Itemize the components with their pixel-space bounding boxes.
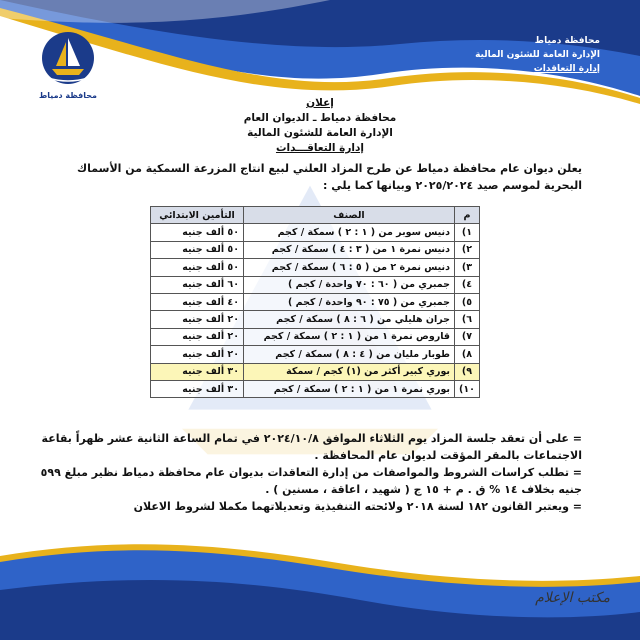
item-description: دنيس نمرة ٢ من ( ٥ : ٦ ) سمكة / كجم bbox=[244, 259, 455, 276]
row-number: ٦) bbox=[455, 311, 480, 328]
table-row bbox=[151, 363, 480, 380]
item-description: جمبري من ( ٧٥ : ٩٠ واحدة / كجم ) bbox=[244, 293, 455, 310]
table-row bbox=[151, 380, 480, 397]
table-row bbox=[151, 346, 480, 363]
insurance-amount: ٥٠ ألف جنيه bbox=[151, 241, 244, 258]
table-row bbox=[151, 241, 480, 258]
title-line: محافظة دمياط ـ الديوان العام bbox=[243, 112, 397, 124]
insurance-amount: ٢٠ ألف جنيه bbox=[151, 346, 244, 363]
governorate-logo bbox=[28, 30, 108, 100]
terms-notes bbox=[40, 430, 582, 515]
department-name: إدارة التعاقـــدات bbox=[275, 142, 365, 154]
header-number: م bbox=[455, 207, 480, 224]
note-line: = تطلب كراسات الشروط والمواصفات من إدارة التعاقدات بديوان عام محافظة دمياط نظير مبلغ ٥٩٩ جنيه بخلاف ١٤ % ق . م + ١٥ ج ( شهيد ، اعاقة ، مسنين ) . bbox=[40, 466, 582, 496]
row-number: ١٠) bbox=[455, 380, 480, 397]
header-item: الصنف bbox=[244, 207, 455, 224]
title-line: الإدارة العامة للشئون المالية bbox=[247, 127, 393, 139]
insurance-amount: ٢٠ ألف جنيه bbox=[151, 328, 244, 345]
insurance-amount: ٣٠ ألف جنيه bbox=[151, 380, 244, 397]
insurance-amount: ٤٠ ألف جنيه bbox=[151, 293, 244, 310]
auction-items-table bbox=[150, 206, 480, 398]
table-row bbox=[151, 276, 480, 293]
sailboat-logo-icon bbox=[40, 30, 96, 86]
table-row bbox=[151, 328, 480, 345]
logo-caption: محافظة دمياط bbox=[38, 91, 98, 100]
header-line: محافظة دمياط bbox=[534, 36, 600, 46]
row-number: ٥) bbox=[455, 293, 480, 310]
note-line: = على أن تعقد جلسة المزاد يوم الثلاثاء الموافق ٢٠٢٤/١٠/٨ في تمام الساعة الثانية عشر ظهراً بقاعة الاجتماعات بالمقر المؤقت لديوان عام المحافظة . bbox=[41, 432, 582, 462]
announcement-heading: إعلان bbox=[306, 97, 334, 109]
insurance-amount: ٦٠ ألف جنيه bbox=[151, 276, 244, 293]
insurance-amount: ٥٠ ألف جنيه bbox=[151, 259, 244, 276]
header-org-block bbox=[450, 34, 600, 76]
row-number: ٤) bbox=[455, 276, 480, 293]
insurance-amount: ٣٠ ألف جنيه bbox=[151, 363, 244, 380]
row-number: ٢) bbox=[455, 241, 480, 258]
media-office-signature: مكتب الإعلام bbox=[535, 590, 610, 606]
header-insurance: التأمين الابتدائي bbox=[151, 207, 244, 224]
note-line: = ويعتبر القانون ١٨٢ لسنة ٢٠١٨ ولائحته التنفيذية وتعديلاتهما مكملا لشروط الاعلان bbox=[133, 500, 582, 513]
table-row bbox=[151, 293, 480, 310]
table-row bbox=[151, 311, 480, 328]
table-row bbox=[151, 259, 480, 276]
item-description: جران هليلي من ( ٦ : ٨ ) سمكة / كجم bbox=[244, 311, 455, 328]
table-row bbox=[151, 224, 480, 241]
item-description: جمبري من ( ٦٠ : ٧٠ واحدة / كجم ) bbox=[244, 276, 455, 293]
title-block bbox=[190, 96, 450, 156]
row-number: ٧) bbox=[455, 328, 480, 345]
item-description: بوري نمرة ١ من ( ١ : ٢ ) سمكة / كجم bbox=[244, 380, 455, 397]
item-description: قاروص نمرة ١ من ( ١ : ٢ ) سمكة / كجم bbox=[244, 328, 455, 345]
row-number: ٩) bbox=[455, 363, 480, 380]
header-line: الإدارة العامة للشئون المالية bbox=[475, 50, 600, 60]
table-header-row bbox=[151, 207, 480, 224]
item-description: دنيس نمرة ١ من ( ٣ : ٤ ) سمكة / كجم bbox=[244, 241, 455, 258]
row-number: ٣) bbox=[455, 259, 480, 276]
insurance-amount: ٥٠ ألف جنيه bbox=[151, 224, 244, 241]
row-number: ٨) bbox=[455, 346, 480, 363]
insurance-amount: ٢٠ ألف جنيه bbox=[151, 311, 244, 328]
row-number: ١) bbox=[455, 224, 480, 241]
item-description: بوري كبير أكثر من (١) كجم / سمكة bbox=[244, 363, 455, 380]
intro-paragraph: يعلن ديوان عام محافظة دمياط عن طرح المزاد العلني لبيع انتاج المزرعة السمكية من الأسماك البحرية لموسم صيد ٢٠٢٥/٢٠٢٤ وبيانها كما يلي : bbox=[77, 162, 582, 192]
item-description: طوبار مليان من ( ٤ : ٨ ) سمكة / كجم bbox=[244, 346, 455, 363]
header-line: إدارة التعاقدات bbox=[533, 64, 600, 74]
item-description: دنيس سوبر من ( ١ : ٢ ) سمكة / كجم bbox=[244, 224, 455, 241]
